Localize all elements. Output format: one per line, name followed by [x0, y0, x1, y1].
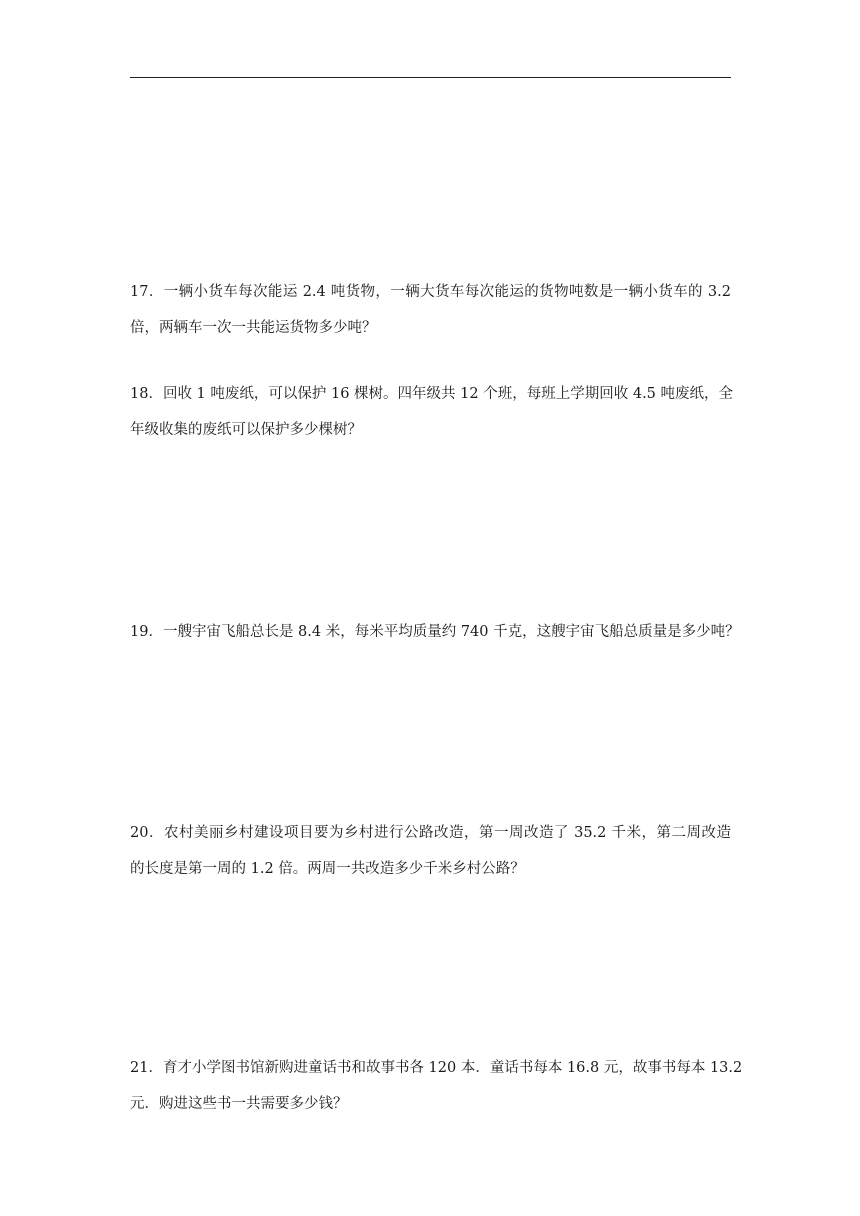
problem-21-line-1: 21．育才小学图书馆新购进童话书和故事书各 120 本．童话书每本 16.8 元，故事书每本 13.2 — [130, 1060, 743, 1076]
problem-20-line-2: 的长度是第一周的 1.2 倍。两周一共改造多少千米乡村公路？ — [130, 861, 525, 877]
header-rule — [130, 77, 731, 78]
problem-17-line-2: 倍，两辆车一次一共能运货物多少吨？ — [130, 320, 377, 336]
problem-18-line-1: 18．回收 1 吨废纸，可以保护 16 棵树。四年级共 12 个班，每班上学期回收 4.5 吨废纸，全 — [130, 386, 734, 402]
problem-21 — [130, 1050, 743, 1122]
problem-20-line-1: 20．农村美丽乡村建设项目要为乡村进行公路改造，第一周改造了 35.2 千米，第二周改造 — [130, 825, 731, 841]
problem-18 — [130, 376, 734, 448]
problem-18-line-2: 年级收集的废纸可以保护多少棵树？ — [130, 422, 362, 438]
problem-17-line-1: 17．一辆小货车每次能运 2.4 吨货物，一辆大货车每次能运的货物吨数是一辆小货车的 3.2 — [130, 284, 731, 300]
problem-19-line-1: 19．一艘宇宙飞船总长是 8.4 米，每米平均质量约 740 千克，这艘宇宙飞船总质量是多少吨？ — [130, 624, 740, 640]
problem-21-line-2: 元．购进这些书一共需要多少钱？ — [130, 1096, 348, 1112]
problem-17 — [130, 274, 731, 346]
problem-19 — [130, 614, 740, 650]
problem-20 — [130, 815, 731, 887]
